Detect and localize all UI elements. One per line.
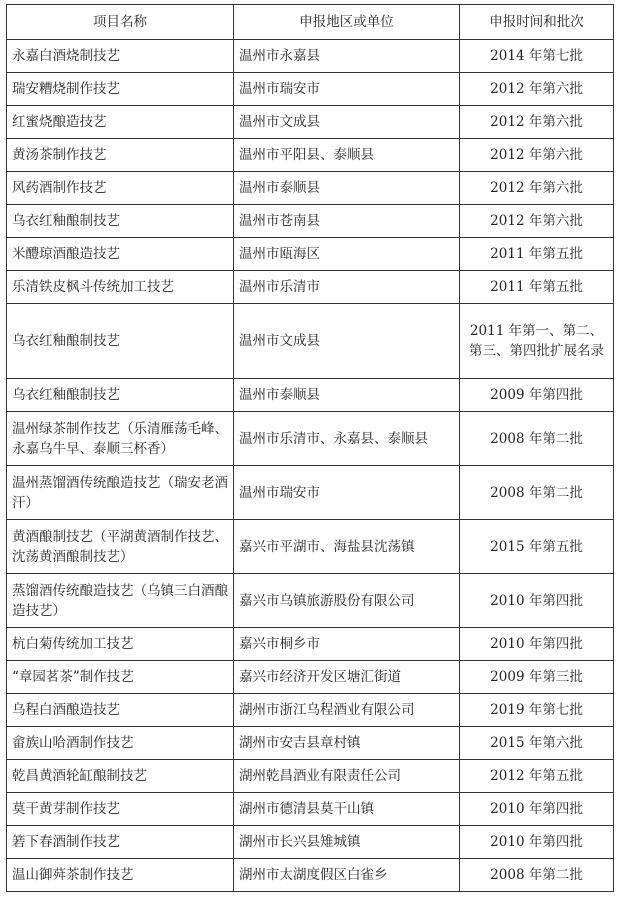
table-row	[7, 520, 614, 574]
project-name-cell: 红蜜烧酿造技艺	[7, 106, 234, 139]
batch-cell: 2012 年第六批	[460, 106, 614, 139]
batch-cell: 2008 年第二批	[460, 412, 614, 466]
region-cell: 嘉兴市平湖市、海盐县沈荡镇	[234, 520, 460, 574]
region-cell: 嘉兴市经济开发区塘汇街道	[234, 661, 460, 694]
region-cell: 温州市永嘉县	[234, 40, 460, 73]
region-cell: 湖州市德清县莫干山镇	[234, 793, 460, 826]
region-cell: 湖州市长兴县雉城镇	[234, 826, 460, 859]
batch-cell: 2011 年第五批	[460, 271, 614, 304]
table-row	[7, 40, 614, 73]
batch-cell: 2012 年第六批	[460, 172, 614, 205]
header-project-name: 项目名称	[7, 5, 234, 40]
table-row	[7, 106, 614, 139]
batch-cell: 2010 年第四批	[460, 574, 614, 628]
table-row	[7, 466, 614, 520]
table-header-row	[7, 5, 614, 40]
project-name-cell: 乌程白酒酿造技艺	[7, 694, 234, 727]
table-row	[7, 760, 614, 793]
table-row	[7, 727, 614, 760]
region-cell: 温州市文成县	[234, 304, 460, 379]
table-row	[7, 826, 614, 859]
project-name-cell: 温州绿茶制作技艺（乐清雁荡毛峰、永嘉乌牛早、泰顺三杯香）	[7, 412, 234, 466]
batch-cell: 2009 年第四批	[460, 379, 614, 412]
project-name-cell: 莫干黄芽制作技艺	[7, 793, 234, 826]
table-row	[7, 238, 614, 271]
project-name-cell: 箬下春酒制作技艺	[7, 826, 234, 859]
project-name-cell: 米醴琼酒酿造技艺	[7, 238, 234, 271]
project-name-cell: 杭白菊传统加工技艺	[7, 628, 234, 661]
batch-cell: 2011 年第五批	[460, 238, 614, 271]
project-name-cell: 乾昌黄酒轮缸酿制技艺	[7, 760, 234, 793]
region-cell: 温州市瑞安市	[234, 73, 460, 106]
header-region: 申报地区或单位	[234, 5, 460, 40]
project-name-cell: 温山御荈茶制作技艺	[7, 859, 234, 892]
table-row	[7, 793, 614, 826]
batch-cell: 2008 年第二批	[460, 859, 614, 892]
project-name-cell: “章园茗茶”制作技艺	[7, 661, 234, 694]
batch-cell: 2012 年第六批	[460, 73, 614, 106]
table-row	[7, 205, 614, 238]
table-row	[7, 412, 614, 466]
table-row	[7, 574, 614, 628]
region-cell: 温州市乐清市、永嘉县、泰顺县	[234, 412, 460, 466]
table-row	[7, 859, 614, 892]
region-cell: 嘉兴市桐乡市	[234, 628, 460, 661]
project-name-cell: 乌衣红釉酿制技艺	[7, 304, 234, 379]
project-name-cell: 畲族山哈酒制作技艺	[7, 727, 234, 760]
table-row	[7, 628, 614, 661]
batch-cell: 2012 年第六批	[460, 139, 614, 172]
project-name-cell: 乐清铁皮枫斗传统加工技艺	[7, 271, 234, 304]
project-name-cell: 风药酒制作技艺	[7, 172, 234, 205]
project-name-cell: 乌衣红釉酿制技艺	[7, 379, 234, 412]
table-row	[7, 694, 614, 727]
batch-cell: 2014 年第七批	[460, 40, 614, 73]
batch-cell: 2010 年第四批	[460, 793, 614, 826]
region-cell: 温州市瓯海区	[234, 238, 460, 271]
table-row	[7, 271, 614, 304]
table-row	[7, 379, 614, 412]
batch-cell: 2015 年第五批	[460, 520, 614, 574]
batch-cell: 2015 年第六批	[460, 727, 614, 760]
region-cell: 嘉兴市乌镇旅游股份有限公司	[234, 574, 460, 628]
batch-cell: 2010 年第四批	[460, 826, 614, 859]
project-name-cell: 蒸馏酒传统酿造技艺（乌镇三白酒酿造技艺）	[7, 574, 234, 628]
batch-cell: 2012 年第五批	[460, 760, 614, 793]
batch-cell: 2009 年第三批	[460, 661, 614, 694]
batch-cell: 2012 年第六批	[460, 205, 614, 238]
project-name-cell: 温州蒸馏酒传统酿造技艺（瑞安老酒汗）	[7, 466, 234, 520]
heritage-table	[6, 4, 614, 892]
region-cell: 温州市文成县	[234, 106, 460, 139]
table-row	[7, 661, 614, 694]
table-row	[7, 139, 614, 172]
region-cell: 湖州市浙江乌程酒业有限公司	[234, 694, 460, 727]
batch-cell: 2011 年第一、第二、第三、第四批扩展名录	[460, 304, 614, 379]
region-cell: 温州市泰顺县	[234, 379, 460, 412]
table-row	[7, 73, 614, 106]
project-name-cell: 黄酒酿制技艺（平湖黄酒制作技艺、沈荡黄酒酿制技艺）	[7, 520, 234, 574]
project-name-cell: 黄汤茶制作技艺	[7, 139, 234, 172]
project-name-cell: 乌衣红釉酿制技艺	[7, 205, 234, 238]
batch-cell: 2010 年第四批	[460, 628, 614, 661]
project-name-cell: 永嘉白酒烧制技艺	[7, 40, 234, 73]
table-row	[7, 172, 614, 205]
document-page	[6, 4, 613, 892]
region-cell: 温州市泰顺县	[234, 172, 460, 205]
region-cell: 温州市平阳县、泰顺县	[234, 139, 460, 172]
region-cell: 温州市瑞安市	[234, 466, 460, 520]
region-cell: 湖州市安吉县章村镇	[234, 727, 460, 760]
region-cell: 湖州市太湖度假区白雀乡	[234, 859, 460, 892]
batch-cell: 2019 年第七批	[460, 694, 614, 727]
header-batch: 申报时间和批次	[460, 5, 614, 40]
batch-cell: 2008 年第二批	[460, 466, 614, 520]
region-cell: 温州市苍南县	[234, 205, 460, 238]
region-cell: 温州市乐清市	[234, 271, 460, 304]
project-name-cell: 瑞安糟烧制作技艺	[7, 73, 234, 106]
region-cell: 湖州乾昌酒业有限责任公司	[234, 760, 460, 793]
table-row	[7, 304, 614, 379]
